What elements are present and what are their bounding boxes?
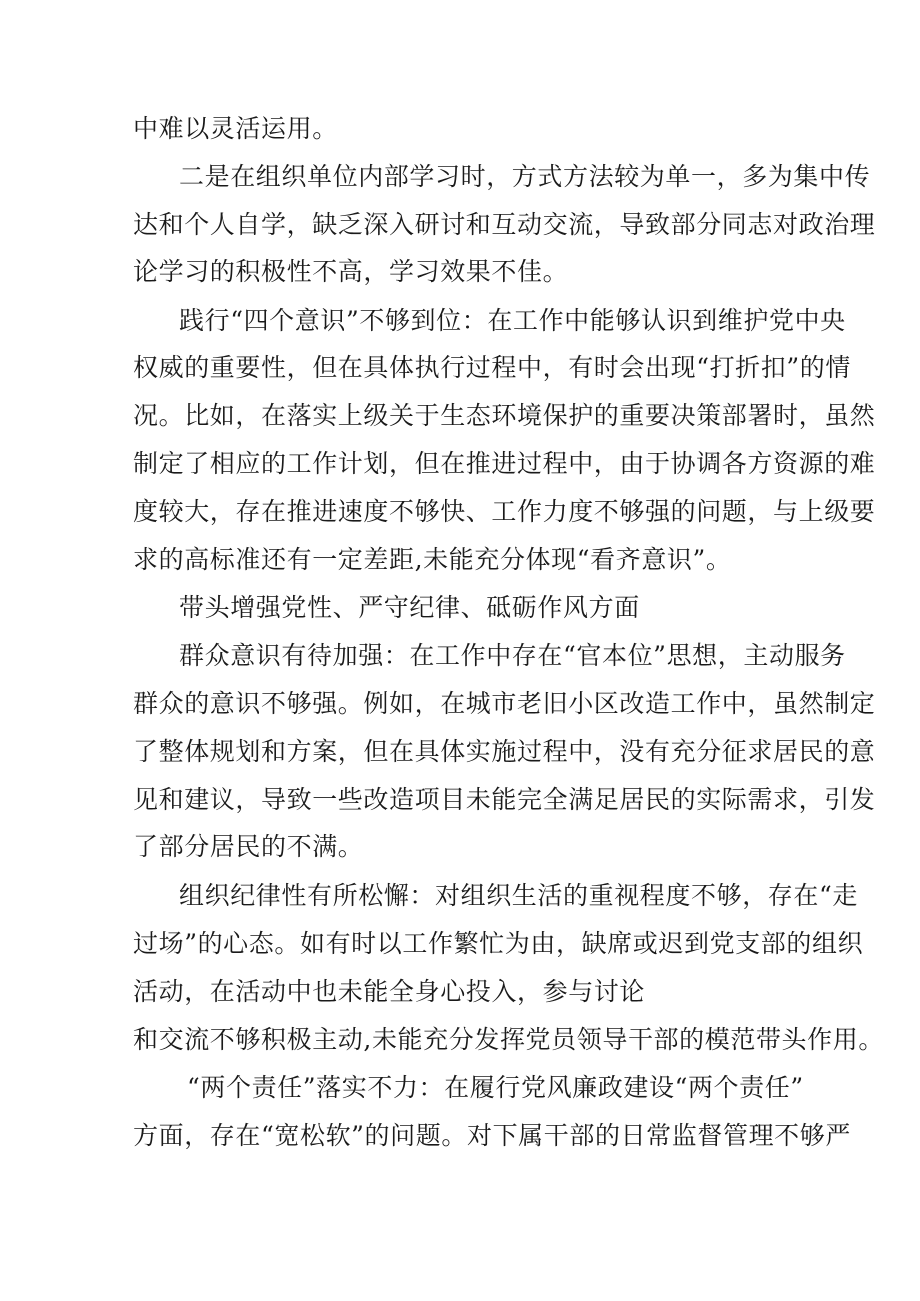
section-heading: 带头增强党性、严守纪律、砥砺作风方面 (179, 593, 640, 622)
text-line: 权威的重要性，但在具体执行过程中，有时会出现“打折扣”的情 (133, 353, 851, 382)
text-line: 群众的意识不够强。例如，在城市老旧小区改造工作中，虽然制定 (133, 689, 876, 718)
text-line: 践行“四个意识”不够到位：在工作中能够认识到维护党中央 (179, 306, 846, 335)
text-line: “两个责任”落实不力：在履行党风廉政建设“两个责任” (187, 1073, 804, 1102)
text-line: 二是在组织单位内部学习时，方式方法较为单一，多为集中传 (179, 162, 871, 191)
text-line: 了部分居民的不满。 (133, 832, 364, 861)
text-line: 群众意识有待加强：在工作中存在“官本位”思想，主动服务 (179, 641, 846, 670)
text-line: 活动，在活动中也未能全身心投入，参与讨论 (133, 977, 646, 1006)
text-line: 了整体规划和方案，但在具体实施过程中，没有充分征求居民的意 (133, 737, 876, 766)
text-line: 度较大，存在推进速度不够快、工作力度不够强的问题，与上级要 (133, 497, 876, 526)
text-line: 方面，存在“宽松软”的问题。对下属干部的日常监督管理不够严 (133, 1121, 851, 1150)
text-line: 中难以灵活运用。 (133, 114, 338, 143)
text-line: 达和个人自学，缺乏深入研讨和互动交流，导致部分同志对政治理 (133, 210, 876, 239)
text-line: 况。比如，在落实上级关于生态环境保护的重要决策部署时，虽然 (133, 401, 876, 430)
text-line: 和交流不够积极主动,未能充分发挥党员领导干部的模范带头作用。 (133, 1025, 884, 1054)
text-line: 组织纪律性有所松懈：对组织生活的重视程度不够，存在“走 (179, 881, 858, 910)
text-line: 制定了相应的工作计划，但在推进过程中，由于协调各方资源的难 (133, 449, 876, 478)
text-line: 见和建议，导致一些改造项目未能完全满足居民的实际需求，引发 (133, 785, 876, 814)
text-line: 过场”的心态。如有时以工作繁忙为由，缺席或迟到党支部的组织 (133, 929, 864, 958)
text-line: 论学习的积极性不高，学习效果不佳。 (133, 257, 569, 286)
text-line: 求的高标准还有一定差距,未能充分体现“看齐意识”。 (133, 545, 732, 574)
